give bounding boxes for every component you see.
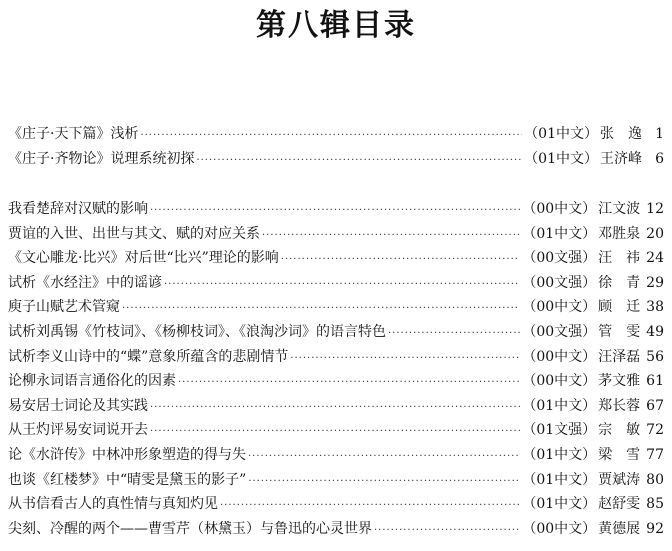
entry-title: 《庄子·齐物论》说理系统初探 xyxy=(8,150,195,167)
entry-author: 黄德展 xyxy=(598,520,641,537)
entry-title: 从王灼评易安词说开去 xyxy=(8,422,148,439)
toc-entry[interactable] xyxy=(8,394,664,419)
dot-leader xyxy=(220,494,520,519)
entry-author: 张逸 xyxy=(600,126,642,142)
dot-leader xyxy=(290,347,520,372)
entry-title: 《庄子·天下篇》浅析 xyxy=(8,126,139,142)
entry-author: 顾迁 xyxy=(598,299,641,316)
entry-author: 郑长蓉 xyxy=(598,397,641,414)
entry-author: 管雯 xyxy=(598,323,641,340)
toc-entry[interactable] xyxy=(8,147,664,172)
entry-author: 贾斌涛 xyxy=(598,471,641,488)
entry-author: 徐青 xyxy=(598,274,641,291)
toc-entry[interactable] xyxy=(8,418,664,443)
entry-class: （00中文） xyxy=(522,348,597,365)
entry-title: 也谈《红楼梦》中“晴雯是黛玉的影子” xyxy=(8,471,247,488)
entry-title: 尖刻、冷醒的两个——曹雪芹（林黛玉）与鲁迅的心灵世界 xyxy=(8,520,372,537)
entry-class: （00中文） xyxy=(522,201,597,217)
entry-page-number: 38 xyxy=(646,299,664,316)
entry-author: 汪泽磊 xyxy=(598,348,641,365)
dot-leader xyxy=(178,371,520,396)
dot-leader xyxy=(122,297,520,322)
entry-page-number: 67 xyxy=(646,397,664,414)
toc-entry[interactable] xyxy=(8,222,664,247)
entry-author: 王济峰 xyxy=(600,150,642,167)
entry-title: 《文心雕龙·比兴》对后世“比兴”理论的影响 xyxy=(8,250,279,267)
toc-entry[interactable] xyxy=(8,443,664,468)
entry-title: 试析李义山诗中的“蝶”意象所蕴含的悲剧情节 xyxy=(8,348,289,365)
entry-title: 试析刘禹锡《竹枝词》、《杨柳枝词》、《浪淘沙词》的语言特色 xyxy=(8,323,386,340)
dot-leader xyxy=(248,470,520,495)
entry-class: （00文强） xyxy=(522,250,597,267)
page-title: 第八辑目录 xyxy=(256,8,416,43)
entry-page-number: 20 xyxy=(646,225,664,242)
dot-leader xyxy=(150,420,520,445)
toc-entry[interactable] xyxy=(8,271,664,296)
entry-class: （01文强） xyxy=(522,422,597,439)
toc-entry[interactable] xyxy=(8,246,664,271)
entry-page-number: 12 xyxy=(646,201,664,217)
toc-entry[interactable] xyxy=(8,492,664,517)
dot-leader xyxy=(374,519,520,544)
entry-class: （00文强） xyxy=(522,323,597,340)
entry-author: 赵舒雯 xyxy=(598,496,641,513)
entry-title: 从书信看古人的真性情与真知灼见 xyxy=(8,496,218,513)
dot-leader xyxy=(196,149,522,174)
entry-class: （01中文） xyxy=(522,397,597,414)
entry-author: 茅文雅 xyxy=(598,373,641,390)
entry-page-number: 24 xyxy=(646,250,664,267)
toc-entry[interactable] xyxy=(8,197,664,222)
dot-leader xyxy=(248,445,520,470)
dot-leader xyxy=(281,248,521,273)
entry-page-number: 80 xyxy=(646,471,664,488)
entry-author: 汪祎 xyxy=(598,250,641,267)
entry-class: （01中文） xyxy=(522,471,597,488)
entry-page-number: 56 xyxy=(646,348,664,365)
entry-class: （01中文） xyxy=(524,150,598,167)
entry-title: 试析《水经注》中的谣谚 xyxy=(8,274,162,291)
toc-entry[interactable] xyxy=(8,517,664,542)
entry-class: （00中文） xyxy=(522,520,597,537)
entry-page-number: 49 xyxy=(646,323,664,340)
entry-page-number: 1 xyxy=(655,126,664,142)
entry-page-number: 61 xyxy=(646,373,664,390)
entry-title: 贾谊的入世、出世与其文、赋的对应关系 xyxy=(8,225,260,242)
dot-leader xyxy=(150,199,520,224)
toc-entry[interactable] xyxy=(8,369,664,394)
entry-class: （00中文） xyxy=(522,299,597,316)
entry-author: 宗敏 xyxy=(598,422,641,439)
entry-author: 邓胜泉 xyxy=(598,225,641,242)
toc-entry[interactable] xyxy=(8,122,664,147)
toc-entry[interactable] xyxy=(8,320,664,345)
entry-class: （00中文） xyxy=(522,373,597,390)
entry-page-number: 6 xyxy=(655,150,664,167)
toc-entry[interactable] xyxy=(8,345,664,370)
entry-title: 我看楚辞对汉赋的影响 xyxy=(8,201,148,217)
toc-entry[interactable] xyxy=(8,468,664,493)
toc-entry[interactable] xyxy=(8,295,664,320)
entry-title: 庾子山赋艺术管窥 xyxy=(8,299,120,316)
entry-page-number: 29 xyxy=(646,274,664,291)
dot-leader xyxy=(262,224,520,249)
dot-leader xyxy=(140,124,522,149)
entry-page-number: 77 xyxy=(646,446,664,463)
entry-title: 易安居士词论及其实践 xyxy=(8,397,148,414)
dot-leader xyxy=(164,273,520,298)
entry-page-number: 72 xyxy=(646,422,664,439)
entry-author: 梁雪 xyxy=(598,446,641,463)
entry-class: （01中文） xyxy=(524,126,598,142)
entry-title: 论柳永词语言通俗化的因素 xyxy=(8,373,176,390)
toc-group-zhuangzi xyxy=(8,122,664,171)
entry-class: （01中文） xyxy=(522,225,597,242)
entry-class: （00文强） xyxy=(522,274,597,291)
entry-page-number: 85 xyxy=(646,496,664,513)
dot-leader xyxy=(388,322,520,347)
entry-title: 论《水浒传》中林冲形象塑造的得与失 xyxy=(8,446,246,463)
entry-class: （01中文） xyxy=(522,496,597,513)
dot-leader xyxy=(150,396,520,421)
entry-author: 江文波 xyxy=(598,201,641,217)
entry-page-number: 92 xyxy=(646,520,664,537)
entry-class: （01中文） xyxy=(522,446,597,463)
toc-group-main xyxy=(8,197,664,541)
